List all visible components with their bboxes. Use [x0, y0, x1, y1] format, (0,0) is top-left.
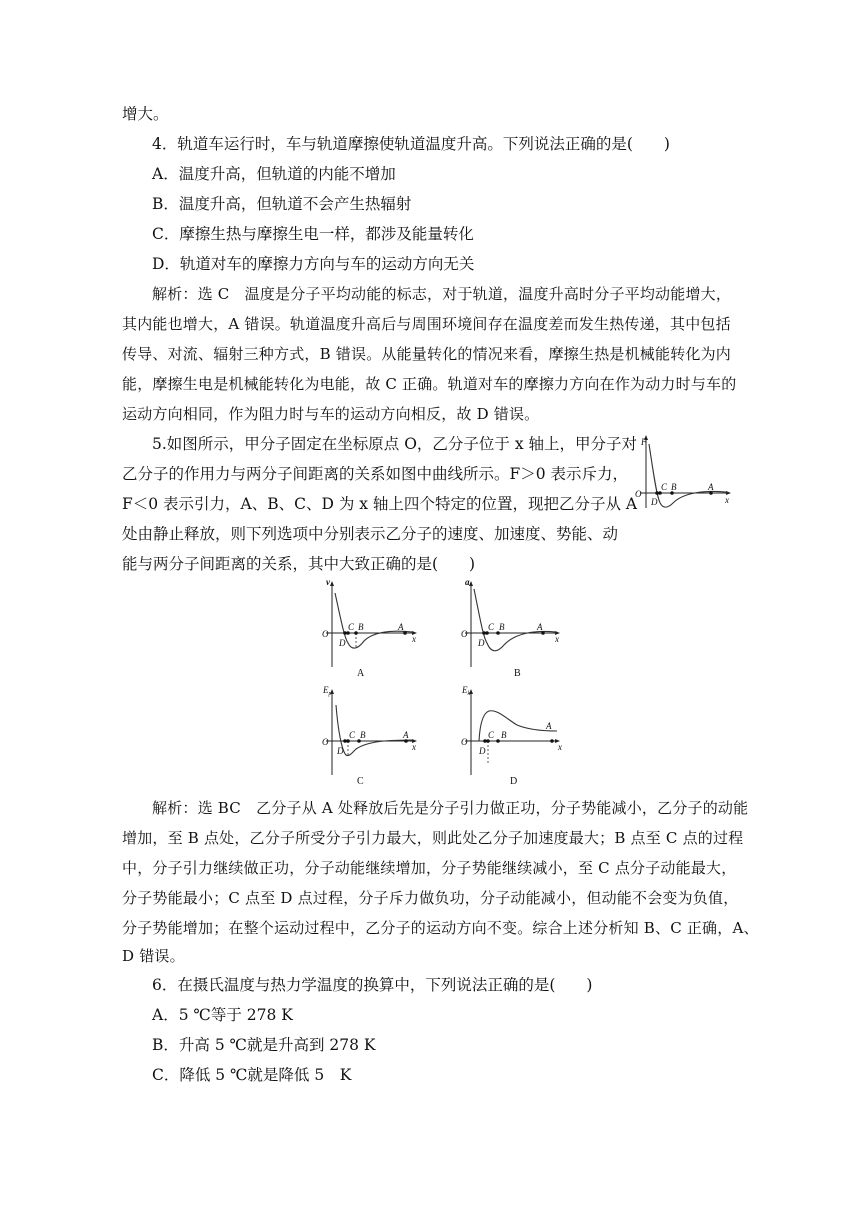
force-curve	[649, 444, 726, 507]
x-label: x	[412, 634, 416, 644]
y-label: a	[465, 577, 470, 587]
label-a: A	[708, 482, 714, 492]
question-5-explanation-3: 中，分子引力继续做正功，分子动能继续增加，分子势能继续减小，至 C 点分子动能最大，	[122, 859, 737, 877]
caption-d: D	[510, 776, 518, 787]
label-b: B	[499, 622, 505, 632]
label-d: D	[651, 497, 658, 507]
question-5-explanation-5: 分子势能增加；在整个运动过程中，乙分子的运动方向不变。综合上述分析知 B、C 正确，A、	[122, 919, 759, 937]
question-5-explanation-1: 解析：选 BC 乙分子从 A 处释放后先是分子引力做正功，分子势能减小，乙分子的动能	[152, 799, 749, 817]
text-line-top: 增大。	[122, 105, 169, 123]
label-d: D	[478, 638, 485, 648]
label-c: C	[488, 622, 495, 632]
point-a	[550, 739, 554, 743]
caption-c: C	[357, 776, 364, 787]
question-5-stem-2: 乙分子的作用力与两分子间距离的关系如图中曲线所示。F＞0 表示斥力，	[122, 465, 629, 483]
label-d: D	[339, 638, 346, 648]
force-distance-figure	[628, 430, 738, 518]
velocity-curve	[335, 593, 413, 648]
question-6-option-b: B．升高 5 ℃就是升高到 278 K	[152, 1036, 376, 1054]
acceleration-curve	[474, 589, 556, 651]
caption-a: A	[357, 668, 365, 679]
question-5-explanation-2: 增加，至 B 点处，乙分子所受分子引力最大，则此处乙分子加速度最大；B 点至 C 点的过程	[122, 829, 744, 847]
x-label: x	[725, 495, 729, 505]
label-a: A	[546, 721, 552, 731]
y-label: $E_p$	[323, 685, 332, 697]
question-6-stem: 6．在摄氏温度与热力学温度的换算中，下列说法正确的是( )	[152, 976, 593, 994]
question-4-option-c: C．摩擦生热与摩擦生电一样，都涉及能量转化	[152, 225, 474, 243]
question-5-stem-5: 能与两分子间距离的关系，其中大致正确的是( )	[122, 555, 476, 573]
origin-label: O	[635, 489, 642, 499]
question-4-explanation-4: 能，摩擦生电是机械能转化为电能，故 C 正确。轨道对车的摩擦力方向在作为动力时与车的	[122, 375, 737, 393]
question-4-option-a: A．温度升高，但轨道的内能不增加	[152, 165, 396, 183]
origin-label: O	[461, 629, 468, 639]
origin-label: O	[322, 629, 329, 639]
option-c-figure	[318, 683, 418, 793]
y-arrow-icon	[469, 581, 473, 586]
point-a	[403, 631, 407, 635]
question-5-stem-1: 5.如图所示，甲分子固定在坐标原点 O，乙分子位于 x 轴上，甲分子对	[152, 435, 638, 453]
y-label: F	[641, 437, 647, 447]
origin-label: O	[461, 737, 468, 747]
y-label: v	[326, 577, 330, 587]
question-6-option-c: C．降低 5 ℃就是降低 5 K	[152, 1066, 352, 1084]
label-c: C	[349, 730, 356, 740]
label-d: D	[479, 746, 486, 756]
y-label: $E_k$	[462, 685, 471, 697]
label-c: C	[488, 730, 495, 740]
label-d: D	[337, 746, 344, 756]
question-5-stem-4: 处由静止释放，则下列选项中分别表示乙分子的速度、加速度、势能、动	[122, 525, 619, 543]
label-a: A	[403, 730, 409, 740]
label-b: B	[360, 730, 366, 740]
question-6-option-a: A．5 ℃等于 278 K	[152, 1006, 293, 1024]
question-4-explanation-5: 运动方向相同，作为阻力时与车的运动方向相反，故 D 错误。	[122, 405, 540, 423]
label-b: B	[358, 622, 364, 632]
question-5-stem-3: F＜0 表示引力，A、B、C、D 为 x 轴上四个特定的位置，现把乙分子从 A	[122, 495, 638, 513]
y-arrow-icon	[330, 581, 334, 586]
question-4-explanation-2: 其内能也增大，A 错误。轨道温度升高后与周围环境间存在温度差而发生热传递，其中包括	[122, 315, 731, 333]
label-c: C	[348, 622, 355, 632]
x-label: x	[555, 634, 559, 644]
question-4-option-b: B．温度升高，但轨道不会产生热辐射	[152, 195, 412, 213]
caption-b: B	[514, 668, 521, 679]
x-label: x	[558, 742, 562, 752]
label-b: B	[671, 482, 677, 492]
option-b-figure	[457, 575, 567, 685]
question-4-explanation-3: 传导、对流、辐射三种方式，B 错误。从能量转化的情况来看，摩擦生热是机械能转化为内	[122, 345, 731, 363]
question-4-stem: 4．轨道车运行时，车与轨道摩擦使轨道温度升高。下列说法正确的是( )	[152, 135, 670, 153]
label-b: B	[501, 730, 507, 740]
origin-label: O	[322, 737, 329, 747]
question-4-option-d: D．轨道对车的摩擦力方向与车的运动方向无关	[152, 255, 475, 273]
label-a: A	[398, 622, 404, 632]
question-4-explanation-1: 解析：选 C 温度是分子平均动能的标志，对于轨道，温度升高时分子平均动能增大，	[152, 285, 732, 303]
point-b	[496, 739, 500, 743]
x-label: x	[412, 742, 416, 752]
option-d-figure	[457, 683, 567, 793]
label-a: A	[537, 622, 543, 632]
option-a-figure	[318, 575, 418, 685]
label-c: C	[661, 482, 668, 492]
question-5-explanation-4: 分子势能最小；C 点至 D 点过程，分子斥力做负功，分子动能减小，但动能不会变为负值，	[122, 889, 739, 907]
potential-energy-curve	[336, 705, 413, 756]
question-5-explanation-6: D 错误。	[122, 947, 185, 965]
